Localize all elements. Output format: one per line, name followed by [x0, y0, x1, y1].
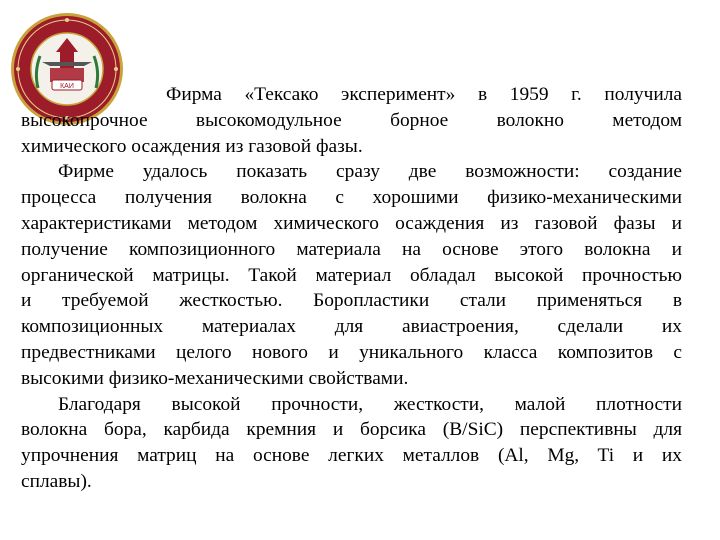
paragraph-3-line-3: упрочнения матриц на основе легких металлов (Al, Mg, Ti и их	[21, 445, 682, 467]
paragraph-3-line-4: сплавы).	[21, 470, 92, 492]
paragraph-2-line-4: получение композиционного материала на основе этого волокна и	[21, 238, 682, 260]
paragraph-2-line-9: высокими физико-механическими свойствами.	[21, 367, 409, 389]
paragraph-2-line-7: композиционных материалах для авиастроения, сделали их	[21, 316, 682, 338]
paragraph-2-line-1: Фирме удалось показать сразу две возможности: создание	[58, 161, 682, 183]
emblem-band-text: КАИ	[60, 83, 74, 90]
paragraph-3-line-2: волокна бора, карбида кремния и борсика (B/SiC) перспективны для	[21, 419, 682, 441]
paragraph-3-line-1: Благодаря высокой прочности, жесткости, малой плотности	[58, 393, 682, 415]
paragraph-2-line-5: органической матрицы. Такой материал обладал высокой прочностью	[21, 264, 682, 286]
paragraph-2-line-2: процесса получения волокна с хорошими физико-механическими	[21, 187, 682, 209]
paragraph-1-line-2: высокопрочное высокомодульное борное волокно методом	[21, 109, 682, 131]
paragraph-2-line-3: характеристиками методом химического осаждения из газовой фазы и	[21, 212, 682, 234]
paragraph-1-line-3: химического осаждения из газовой фазы.	[21, 135, 363, 157]
document-body	[21, 82, 682, 495]
paragraph-2-line-8: предвестниками целого нового и уникального класса композитов с	[21, 341, 682, 363]
paragraph-1-line-1: Фирма «Тексако эксперимент» в 1959 г. получила	[166, 84, 682, 105]
paragraph-2-line-6: и требуемой жесткостью. Боропластики стали применяться в	[21, 290, 682, 312]
